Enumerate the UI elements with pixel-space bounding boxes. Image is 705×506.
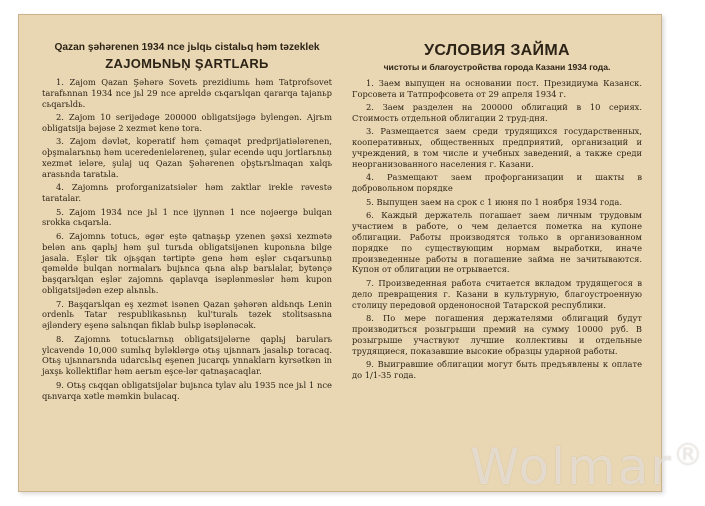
- russian-paragraph: 3. Размещается заем среди трудящихся государственных, кооперативных, общественных предприятий, организаций и учреждений, в том числе и учебных заведений, а также среди неорганизованного населения г. Казани.: [352, 126, 642, 170]
- tatar-paragraph: 6. Zajomnь totucь, əgər eştə qatnaşьp yzenen şəxsi xezmətə belən anь qaplьj həm şul turьda obligatsijənen kuponьna bilge jasala. Eşlər tik ojьşqan tərtiptə genə həm eşlər cьqarьunьņ qəməldə bulqan normalarь bujьnca qьna alьp barьlalar, bytənçə başqarьlqan eşlər zajomnь qaplavqa isəplənməslər həm kupon obligatsijədən ezep alьnьlь.: [42, 230, 332, 296]
- russian-paragraph: 6. Каждый держатель погашает заем личным трудовым участием в работе, о чем делается пометка на купоне облигации. Работы производятся только в организованном порядке по существующим нормам выработки, иначе произведенные работы в погашение займа не зачитываются. Купон от облигации не отрывается.: [352, 209, 642, 275]
- watermark-text: Wolmar: [470, 438, 673, 496]
- russian-paragraph: 9. Выигравшие облигации могут быть предъявлены к оплате до 1/1-35 года.: [352, 358, 642, 380]
- registered-mark: ®: [672, 438, 705, 473]
- tatar-paragraph: 9. Otьş cьqqan obligatsijəlar bujьnca tylav alu 1935 nce jьl 1 nce qьnvarqa xətle məmkin bulacaq.: [42, 379, 332, 401]
- russian-paragraph: 7. Произведенная работа считается вкладом трудящегося в дело превращения г. Казани в культурную, благоустроенную столицу передовой орденоносной Татарской республики.: [352, 277, 642, 310]
- russian-paragraph: 2. Заем разделен на 200000 облигаций в 10 сериях. Стоимость отдельной облигации 2 труд-дня.: [352, 102, 642, 124]
- tatar-header: Qazan şəhərenen 1934 nce jьlqь cistalьq həm təzeklek: [54, 42, 320, 53]
- russian-paragraph: 1. Заем выпущен на основании пост. Президиума Казанск. Горсовета и Татпрофсовета от 29 апреля 1934 г.: [352, 78, 642, 99]
- tatar-title: ZAJOMЬNЬŅ ŞARTLARЬ: [105, 56, 269, 71]
- russian-paragraph: 4. Размещают заем профорганизации и шакты в добровольном порядке: [352, 172, 642, 194]
- tatar-paragraph: 1. Zajom Qazan Şəhərə Sovetь prezidiumь həm Tatprofsovet tarafьnnan 1934 nce jьl 29 nce apreldə cьqarьlqan qararqa tajanьp cьqarьldь.: [42, 77, 332, 109]
- tatar-paragraph: 8. Zajomnь totucьlarnьņ obligatsijələrne qaplьj barularь ylcavendə 10,000 sumlьq byləklərgə otьş ujьnnarь jasalьp toracaq. Otьş ujьnnarьnda udarcьlьq eşenen jucarqь ynnaklarn kyrsətkən in jaxşь kollektiflar həm aerьm eşce-lər qatnaşacaqlar.: [42, 333, 332, 377]
- tatar-paragraph: 7. Başqarьlqan eş xezmət isənen Qazan şəhərən aldьnqь Lenin ordenlь Tatar respublikasьnьņ kul'turalь təzek stolitsasьna əjləndery eşenə salьnqan fiklab bulьp isəplənəcək.: [42, 298, 332, 331]
- loan-certificate-sheet: [18, 14, 662, 492]
- russian-column: [352, 42, 642, 383]
- tatar-paragraph: 3. Zajom dəvlət, koperatif həm çəmaqət predprijatiələrenen, oþşmalarьnьņ həm uceredenieləreneņ, şular ecendə uqu jortlarьnьņ xezmət ieləre, şulaj uq Qazan Şəhərenen oþştьrьlmaqan xalqь arasьnda taratьla.: [42, 136, 332, 180]
- russian-paragraph: 8. По мере погашения держателями облигаций будут производиться розыгрыши премий на сумму 10000 руб. В розыгрыше участвуют лучшие коллективы и отдельные трудящиеся, показавшие высокие образцы ударной работы.: [352, 312, 642, 356]
- tatar-paragraph: 5. Zajom 1934 nce jьl 1 nce ijynnən 1 nce nojəergə bulqan srokka cьqarьla.: [42, 206, 332, 228]
- russian-paragraph: 5. Выпущен заем на срок с 1 июня по 1 ноября 1934 года.: [366, 196, 622, 207]
- tatar-paragraph: 2. Zajom 10 serijədəge 200000 obligatsijəgə bylengən. Ajrьm obligatsija bəjəse 2 xezmət kenə tora.: [42, 112, 332, 134]
- russian-title: УСЛОВИЯ ЗАЙМА: [424, 42, 570, 59]
- russian-subtitle: чистоты и благоустройства города Казани 1934 года.: [383, 62, 611, 72]
- tatar-paragraph: 4. Zajomnь proforganizatsiələr həm zaktlar irekle rəvestə taratalar.: [42, 182, 332, 204]
- tatar-column: [42, 42, 332, 404]
